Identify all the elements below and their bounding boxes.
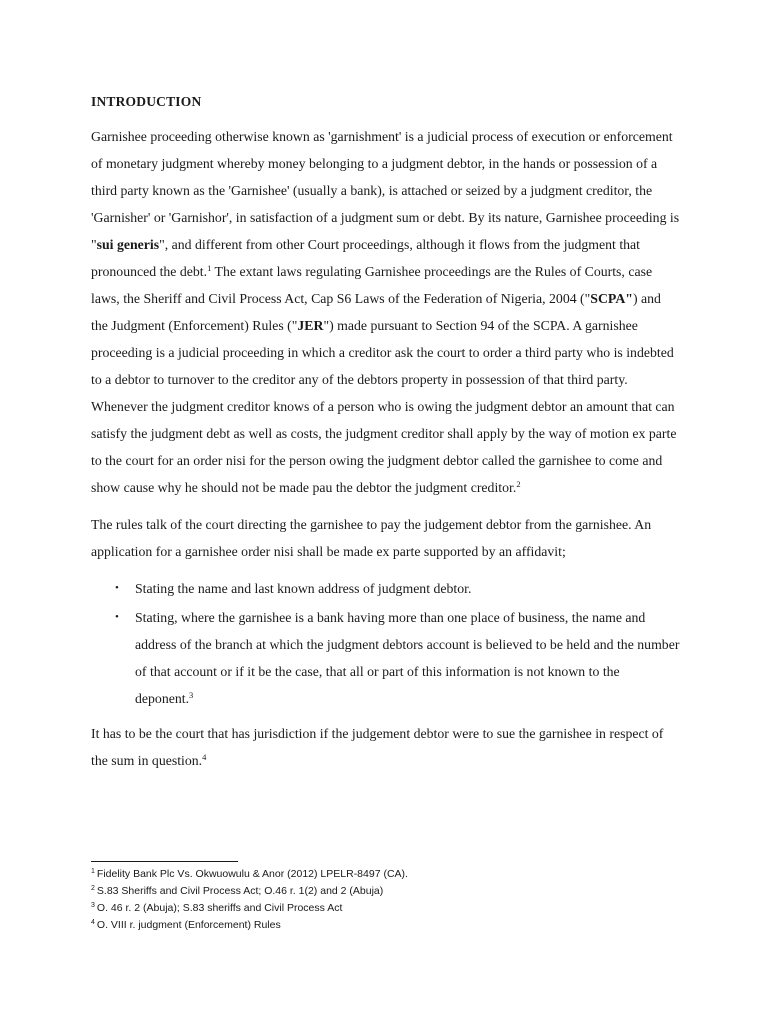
rules-paragraph: The rules talk of the court directing the garnishee to pay the judgement debtor from the garnishee. An application for a garnishee order nisi shall be made ex parte supported by an affidavit; — [91, 517, 652, 559]
text-segment: ) and the Judgment (Enforcement) Rules (" — [91, 291, 661, 333]
list-item — [91, 604, 681, 712]
emphasis-text: sui generis — [96, 237, 160, 252]
text-segment: The extant laws regulating Garnishee proceedings are the Rules of Courts, case laws, the Sheriff and Civil Process Act, Cap S6 Laws of the Federation of Nigeria, 2004 (" — [91, 264, 653, 306]
text-segment: ") made pursuant to Section 94 of the SCPA. A garnishee proceeding is a judicial proceeding in which a creditor ask the court to order a third party who is indebted to a debtor to turnover to the creditor any of the debtors property in possession of that third party. Whenever the judgment creditor knows of a person who is owing the judgment debtor an amount that can satisfy the judgment debt as well as costs, the judgment creditor shall apply by the way of motion ex parte to the court for an order nisi for the person owing the judgment debtor called the garnishee to come and show cause why he should not be made pau the debtor the judgment creditor. — [91, 318, 677, 495]
footnote-ref[interactable]: 4 — [202, 752, 207, 762]
document-body — [91, 88, 681, 774]
list-item-text: Stating, where the garnishee is a bank having more than one place of business, the name and address of the branch at which the judgment debtors account is believed to be held and the number of that account or if it be the case, that all or part of this information is not known to the deponent. — [135, 610, 680, 706]
emphasis-text: JER — [297, 318, 324, 333]
section-heading: INTRODUCTION — [91, 94, 202, 109]
footnote-3: $^3$ O. 46 r. 2 (Abuja); S.83 sheriffs and Civil Process Act — [91, 902, 343, 914]
affidavit-list — [91, 575, 681, 712]
footnotes — [91, 866, 591, 934]
footnote-separator — [91, 861, 238, 862]
text-segment: ", and different from other Court proceedings, although it flows from the judgment that pronounced the debt. — [91, 237, 641, 279]
text-segment: Garnishee proceeding otherwise known as 'garnishment' is a judicial process of execution or enforcement of monetary judgment whereby money belonging to a judgment debtor, in the hands or possession of a third party known as the 'Garnishee' (usually a bank), is attached or seized by a judgment creditor, the 'Garnisher' or 'Garnishor', in satisfaction of a judgment sum or debt. By its nature, Garnishee proceeding is " — [91, 129, 680, 252]
intro-paragraph — [91, 123, 681, 501]
emphasis-text: SCPA" — [590, 291, 633, 306]
bullet-icon: • — [115, 611, 119, 623]
text-segment: It has to be the court that has jurisdiction if the judgement debtor were to sue the garnishee in respect of the sum in question. — [91, 726, 664, 768]
footnote-ref[interactable]: 1 — [207, 263, 212, 273]
list-item-text: Stating the name and last known address of judgment debtor. — [135, 581, 472, 596]
footnote-ref[interactable]: 3 — [189, 690, 194, 700]
bullet-icon: • — [115, 582, 119, 594]
list-item — [91, 575, 681, 602]
footnote-4: $^4$ O. VIII r. judgment (Enforcement) Rules — [91, 919, 281, 931]
footnote-1: $^1$ Fidelity Bank Plc Vs. Okwuowulu & Anor (2012) LPELR-8497 (CA). — [91, 868, 408, 880]
footnote-ref[interactable]: 2 — [516, 479, 521, 489]
footnote-2: $^2$ S.83 Sheriffs and Civil Process Act; O.46 r. 1(2) and 2 (Abuja) — [91, 885, 384, 897]
jurisdiction-paragraph — [91, 720, 681, 774]
